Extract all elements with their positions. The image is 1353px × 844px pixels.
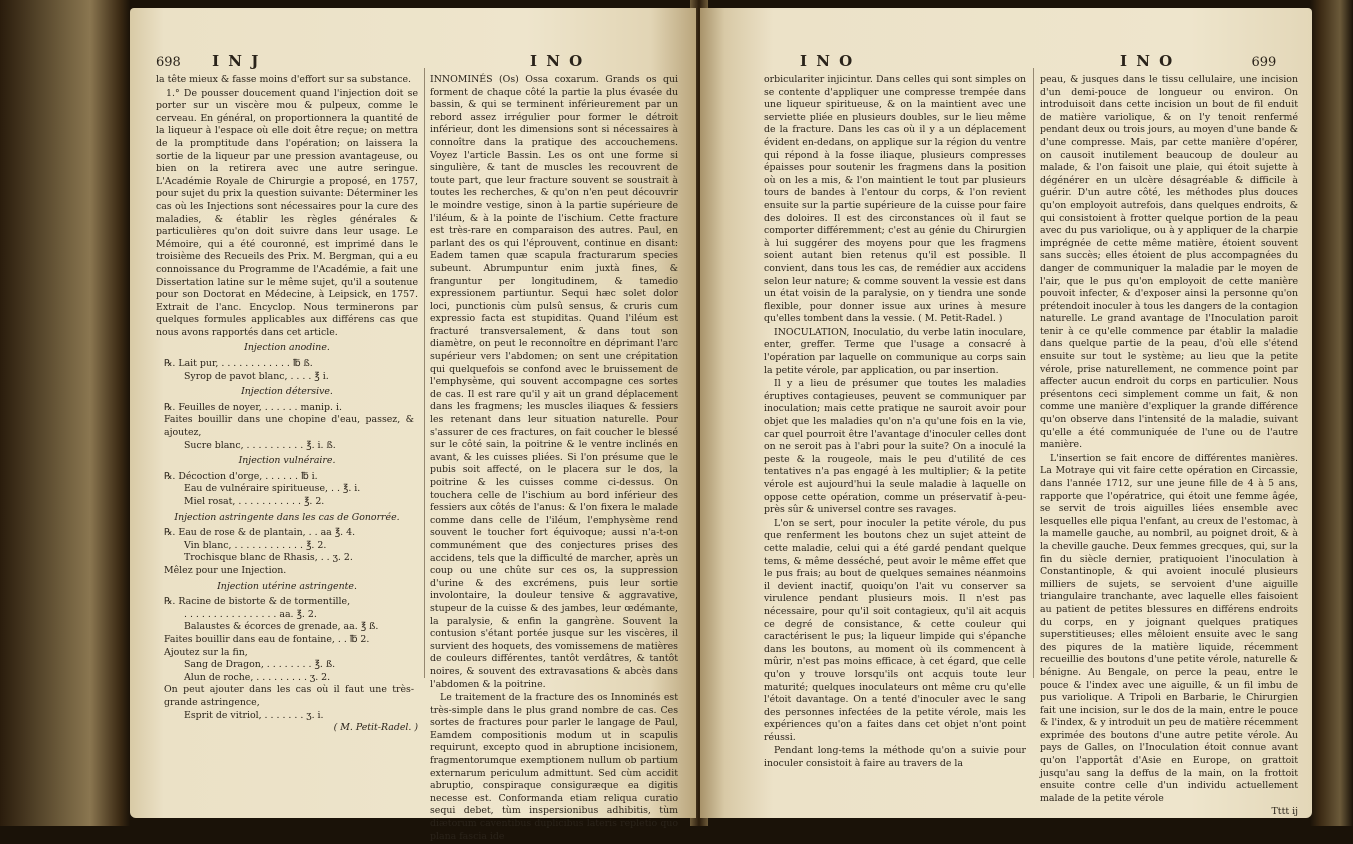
- recipe-line: Esprit de vitriol, . . . . . . . ʒ. i.: [184, 709, 324, 721]
- recipe-line: Miel rosat, . . . . . . . . . . . ℥. 2.: [184, 496, 325, 507]
- paragraph: INOCULATION, Inoculatio, du verbe latin inoculare, enter, greffer. Terme que l'usage a consacré à l'opération par laquelle on communique au corps sain la petite vérole, par application, ou par insertion.: [764, 326, 1026, 376]
- recipe-line: Ajoutez sur la fin,: [164, 646, 248, 658]
- paragraph: peau, & jusques dans le tissu cellulaire, une incision d'un demi-pouce de longueur ou environ. On introduisoit dans cette incision un bout de fil enduit de matière variolique, & on l'y tenoit renfermé pendant deux ou trois jours, au moyen d'une bande & d'une compresse. Mais, par cette manière d'opérer, on causoit inutilement beaucoup de douleur au malade, & l'on faisoit une plaie, qui étoit sujette à dégénérer en un ulcère désagréable & difficile à guérir. D'un autre côté, les méthodes plus douces qu'on employoit autrefois, dans quelques endroits, & qui consistoient à frotter quelque portion de la peau avec du pus variolique, ou à y appliquer de la charpie imprégnée de cette même matière, étoient souvent sans succès; elles étoient de plus accompagnées du danger de communiquer la maladie par le moyen de l'air, que le pus qu'on employoit de cette manière pouvoit infecter, & d'exposer ainsi la personne qu'on prétendoit inoculer à tous les dangers de la contagion naturelle. Le grand avantage de l'Inoculation paroit tenir à ce qu'elle commence par établir la maladie dans quelque partie de la peau, d'où elle s'étend ensuite sur tout le système; au lieu que la petite vérole, prise naturellement, ne commence point par affecter aucun endroit du corps en particulier. Nous présentons ceci simplement comme un fait, & non comme une manière d'expliquer la grande différence qu'on observe dans l'intensité de la maladie, suivant qu'elle a été communiquée de l'une ou de l'autre manière.: [1040, 74, 1298, 451]
- recipe-line: ℞. Lait pur, . . . . . . . . . . . . ℔ ß.: [164, 358, 313, 370]
- paragraph: Pendant long-tems la méthode qu'on a suivie pour inoculer consistoit à faire au travers de la: [764, 745, 1026, 770]
- left-column-1: [156, 74, 418, 735]
- recipe-line: Mêlez pour une Injection.: [164, 564, 287, 576]
- right-page-header: [1120, 52, 1276, 70]
- column-rule: [424, 68, 425, 678]
- recipe-line: Syrop de pavot blanc, . . . . ℥ i.: [184, 370, 329, 382]
- recipe-line: Vin blanc, . . . . . . . . . . . . ℥. 2.: [184, 539, 327, 551]
- paragraph: Le traitement de la fracture des os Innominés est très-simple dans le plus grand nombre de cas. Ces sortes de fractures pour parler le langage de Paul, Eamdem compositionis modum ut in scapulis requirunt, excepto quod in abruptione incisionem, fragmentorumque exemptionem nullum ob partium externarum periculum admittunt. Sed cùm accidit abruptio, conspiraque consiguræque ea digitis necesse est. Conformanda etiam reliqua curatio sequi debet, tùm inspersionibus adhibitis, tùm diætorum caventibus duplicibus lateris repletio quo plana fascia ide: [430, 692, 678, 842]
- recipe-heading: Injection astringente dans les cas de Gonorrée.: [174, 511, 400, 523]
- left-page: [130, 8, 696, 842]
- left-page-number: 698: [156, 55, 181, 70]
- right-page: [700, 8, 1312, 818]
- recipe-line: Sang de Dragon, . . . . . . . . ℥. ß.: [184, 659, 336, 671]
- author-signature: ( M. Petit-Radel. ): [333, 722, 418, 734]
- recipe-heading: Injection détersive.: [241, 386, 333, 398]
- recipe-line: Trochisque blanc de Rhasis, . . ʒ. 2.: [184, 552, 353, 564]
- paragraph: orbiculariter injicintur. Dans celles qui sont simples on se contente d'appliquer une compresse trempée dans une liqueur spiritueuse, & on la maintient avec une serviette pliée en plusieurs doubles, sur le lieu même de la fracture. Dans les cas où il y a un déplacement évident en-dedans, on applique sur la région du ventre qui répond à la fosse iliaque, plusieurs compresses épaisses pour soutenir les fragmens dans la position où on les a mis, & l'on maintient le tout par plusieurs tours de bandes à l'entour du corps, & l'on revient ensuite sur la partie supérieure de la cuisse pour faire des doloires. Il est des circonstances où il faut se comporter différemment; c'est au génie du Chirurgien à lui suggérer des moyens pour que les fragmens soient autant bien retenus qu'il est possible. Il convient, dans tous les cas, de remédier aux accidens selon leur nature; & comme souvent la vessie est dans un état voisin de la paralysie, on y tiendra une sonde flexible, pour donner issue aux urines à mesure qu'elles tombent dans la vessie. ( M. Petit-Radel. ): [764, 74, 1026, 325]
- recipe-heading: Injection utérine astringente.: [217, 580, 357, 592]
- paragraph: L'insertion se fait encore de différentes manières. La Motraye qui vit faire cette opération en Circassie, dans l'année 1712, sur une jeune fille de 4 à 5 ans, rapporte que l'opératrice, qui étoit une femme âgée, se servit de trois aiguilles liées ensemble avec lesquelles elle piqua l'enfant, au creux de l'estomac, à la mamelle gauche, au nombril, au poignet droit, & à la cheville gauche. Deux femmes grecques, qui, sur la fin du siècle dernier, pratiquoient l'inoculation à Constantinople, & qui avoient inoculé plusieurs milliers de sujets, se servoient d'une aiguille triangulaire tranchante, avec laquelle elles faisoient au patient de petites blessures en différens endroits du corps, en y joignant quelques pratiques superstitieuses; elles mêloient ensuite avec le sang des piqures de la matière liquide, récemment recueillie des boutons d'une petite vérole, naturelle & bénigne. Au Bengale, on perce la peau, entre le pouce & l'index avec une aiguille, & un fil imbu de pus variolique. A Tripoli en Barbarie, le Chirurgien fait une incision, sur le dos de la main, entre le pouce & l'index, & y introduit un peu de matière récemment exprimée des boutons d'une autre petite vérole. Au pays de Galles, on l'Inoculation étoit connue avant qu'on l'apportât d'Asie en Europe, on grattoit jusqu'au sang la deffus de la main, on la frottoit ensuite contre celle d'un individu actuellement malade de la petite vérole: [1040, 452, 1298, 804]
- recipe-line: Faites bouillir dans une chopine d'eau, passez, & ajoutez,: [164, 414, 414, 439]
- recipe-line: ℞. Feuilles de noyer, . . . . . . manip. i.: [164, 401, 342, 413]
- column-rule: [1033, 68, 1034, 678]
- right-page-number: 699: [1251, 55, 1277, 70]
- left-running-head-inj: I N J: [212, 52, 261, 70]
- right-column-2: [1040, 74, 1298, 819]
- recipe-line: . . . . . . . . . . . . . . . . aa. ℥. 2.: [184, 608, 317, 620]
- paragraph: L'on se sert, pour inoculer la petite vérole, du pus que renferment les boutons chez un sujet atteint de cette maladie, celui qui a été gardé pendant quelque tems, & même desséché, peut avoir le même effet que le pus frais; au bout de quelques semaines néanmoins il devient inactif, quoiqu'on l'ait vu conserver sa virulence pendant plusieurs mois. Il n'est pas nécessaire, pour qu'il soit contagieux, qu'il ait acquis ce degré de consistance, & cette couleur qui caractérisent le pus; la liqueur limpide qui s'épanche dans les boutons, au moment où ils commencent à mûrir, n'est pas moins efficace, à cet égard, que celle qu'on y trouve lorsqu'ils ont acquis toute leur maturité; quelques inoculateurs ont même cru qu'elle l'étoit davantage. On a tenté d'inoculer avec le sang des personnes infectées de la petite vérole, mais les expériences qu'on a faites dans cet objet n'ont point réussi.: [764, 517, 1026, 743]
- recipe-heading: Injection anodine.: [244, 342, 330, 354]
- paragraph: INNOMINÉS (Os) Ossa coxarum. Grands os qui forment de chaque côté la partie la plus évasée du bassin, & qui se terminent inférieurement par un rebord assez irrégulier pour former le détroit inférieur, dont les dimensions sont si nécessaires à connoître dans la pratique des accouchemens. Voyez l'article Bassin. Les os ont une forme si singulière, & tant de muscles les recouvrent de toute part, que leur fracture souvent se soustrait à toutes les recherches, & qu'on n'en peut découvrir le moindre vestige, sinon à la partie supérieure de l'iléum, & à la pointe de l'ischium. Cette fracture est très-rare en comparaison des autres. Paul, en parlant des os qui l'éprouvent, continue en disant: Eadem tamen quæ scapula fracturarum species subeunt. Abrumpuntur enim juxtà fines, & franguntur per longitudinem, & tamedio expressionem partiuntur. Sequi hæc solet dolor loci, punctionis cùm pulsû sensus, & cruris cum expressio facta est stupiditas. Quand l'iléum est fracturé transversalement, & dans tout son diamètre, on peut le reconnoître en déprimant l'arc supérieur vers l'abdomen; on sent une crépitation qui quelquefois se confond avec le bruissement de l'emphysème, qui souvent accompagne ces sortes de cas. Il est rare qu'il y ait un grand déplacement dans les fragmens; les muscles iliaques & fessiers les retenant dans leur situation naturelle. Pour s'assurer de ces fractures, on fait coucher le blessé sur le côté sain, la poitrine & le ventre inclinés en avant, & les cuisses pliées. Si l'on présume que le pubis soit affecté, on le placera sur le dos, la poitrine & les cuisses comme ci-dessus. On touchera celle de l'ischium au bord inférieur des fessiers aux côtés de l'anus: & l'on fixera le malade comme dans celle de l'iléum, l'emphysème rend souvent le toucher fort équivoque; aussi n'a-t-on communément que des conjectures prises des accidens, tels que la difficulté de marcher, après un coup ou une chûte sur ces os, la suppression d'urine & des excrémens, puis leur sortie involontaire, la douleur tensive & aggravative, stupeur de la cuisse & des jambes, leur œdémante, la paralysie, & enfin la gangrène. Souvent la contusion s'étant portée jusque sur les viscères, il survient des hoquets, des vomissemens de matières de couleurs différentes, tantôt verdâtres, & tantôt noires, & souvent des extravasations & abcès dans l'abdomen & la poitrine.: [430, 74, 678, 690]
- recipe-heading: Injection vulnéraire.: [238, 455, 336, 467]
- recipe-line: Sucre blanc, . . . . . . . . . . ℥. i. ß.: [184, 439, 336, 451]
- recipe-line: ℞. Eau de rose & de plantain, . . aa ℥. 4.: [164, 527, 356, 539]
- recipe-line: Alun de roche, . . . . . . . . . ʒ. 2.: [184, 671, 331, 683]
- recipe-line: ℞. Racine de bistorte & de tormentille,: [164, 596, 351, 608]
- left-running-head-ino: I N O: [530, 52, 585, 70]
- right-running-head-left: I N O: [800, 52, 855, 70]
- paragraph: 1.° De pousser doucement quand l'injection doit se porter sur un viscère mou & pulpeux, comme le cerveau. En général, on proportionnera la quantité de la liqueur à l'espace où elle doit être reçue; on mettra de la promptitude dans l'opération; on laissera la sortie de la liqueur par une pression avantageuse, ou bien on la retirera avec une autre seringue. L'Académie Royale de Chirurgie a proposé, en 1757, pour sujet du prix la question suivante: Déterminer les cas où les Injections sont nécessaires pour la cure des maladies, & établir les règles générales & particulières qu'on doit suivre dans leur usage. Le Mémoire, qui a été couronné, est imprimé dans le troisième des Recueils des Prix. M. Bergman, qui a eu connoissance du Programme de l'Académie, a fait une Dissertation latine sur le même sujet, qu'il a soutenue pour son Doctorat en Médecine, à Leipsick, en 1757. Extrait de l'anc. Encyclop. Nous terminerons par quelques formules applicables aux différens cas que nous avons rapportés dans cet article.: [156, 87, 418, 338]
- recipe-line: On peut ajouter dans les cas où il faut une très-grande astringence,: [164, 684, 414, 708]
- paragraph: la tête mieux & fasse moins d'effort sur sa substance.: [156, 74, 412, 85]
- recipe-line: Faites bouillir dans eau de fontaine, . . ℔ 2.: [164, 633, 370, 645]
- paragraph: Il y a lieu de présumer que toutes les maladies éruptives contagieuses, peuvent se communiquer par inoculation; mais cette pratique ne sauroit avoir pour objet que les maladies qu'on n'a qu'une fois en la vie, car quel pourroit être l'avantage d'inoculer celles dont on ne seroit pas à l'abri pour la suite? On a inoculé la peste & la rougeole, mais le peu d'utilité de ces tentatives n'a pas engagé à les multiplier; & la petite vérole est aujourd'hui la seule maladie à laquelle on oppose cette opération, comme un préservatif à-peu-près sûr & universel contre ses ravages.: [764, 378, 1026, 516]
- left-column-2: [430, 74, 678, 844]
- right-running-head-right: I N O: [1120, 52, 1175, 70]
- signature-mark: Tttt ij: [1271, 806, 1298, 818]
- recipe-line: Eau de vulnéraire spiritueuse, . . ℥. i.: [184, 483, 361, 495]
- recipe-line: Balaustes & écorces de grenade, aa. ℥ ß.: [184, 621, 379, 633]
- right-column-1: [764, 74, 1026, 772]
- recipe-line: ℞. Décoction d'orge, . . . . . . ℔ i.: [164, 470, 318, 482]
- left-page-header: [156, 52, 260, 70]
